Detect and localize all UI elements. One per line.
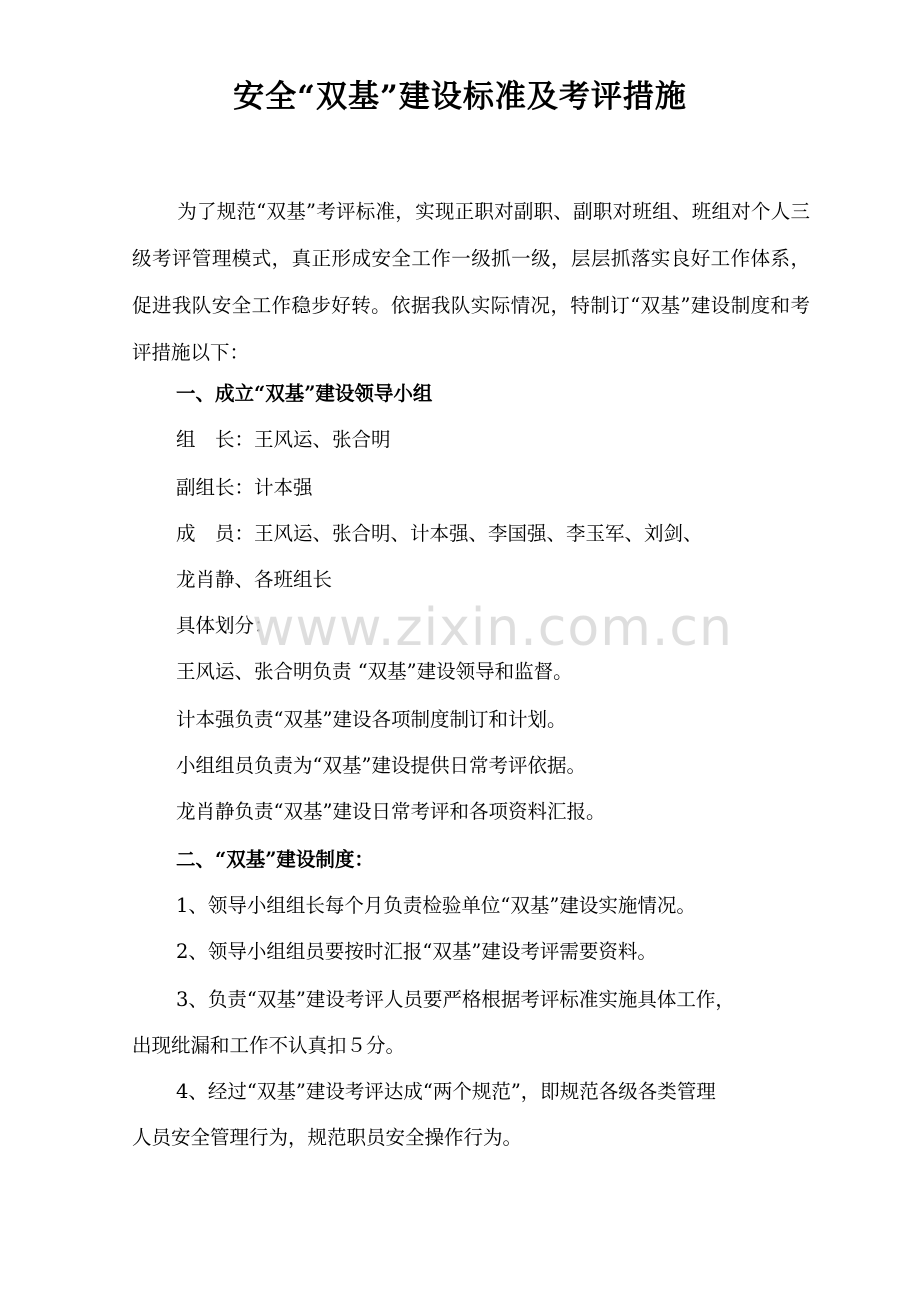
- watermark: www.zixin.com.cn: [252, 598, 733, 658]
- members-line-2: 龙肖静、各班组长: [176, 568, 333, 591]
- duty-item: 计本强负责“双基”建设各项制度制订和计划。: [176, 708, 567, 731]
- leader-line: 组 长：王风运、张合明: [176, 428, 391, 451]
- division-label: 具体划分：: [176, 614, 274, 637]
- intro-text: 为了规范“双基”考评标准，实现正职对副职、副职对班组、班组对个人三级考评管理模式，真正形成安全工作一级抓一级，层层抓落实良好工作体系，促进我队安全工作稳步好转。依据我队实际情况，特制订“双基”建设制度和考评措施以下：: [132, 200, 810, 364]
- duty-item: 小组组员负责为“双基”建设提供日常考评依据。: [176, 754, 586, 777]
- rule-4-line-1: 4、经过“双基”建设考评达成“两个规范”，即规范各级各类管理: [176, 1080, 716, 1103]
- intro-paragraph: [132, 188, 810, 376]
- rule-1: 1、领导小组组长每个月负责检验单位“双基”建设实施情况。: [176, 894, 696, 917]
- members-line-1: 成 员：王风运、张合明、计本强、李国强、李玉军、刘剑、: [176, 522, 703, 545]
- section1-heading: 一、成立“双基”建设领导小组: [176, 382, 433, 405]
- section2-heading: 二、“双基”建设制度：: [176, 848, 374, 871]
- document-title: 安全“双基”建设标准及考评措施: [233, 79, 687, 115]
- rule-3-line-1: 3、负责“双基”建设考评人员要严格根据考评标准实施具体工作，: [176, 988, 735, 1011]
- duty-item: 龙肖静负责“双基”建设日常考评和各项资料汇报。: [176, 800, 606, 823]
- rule-3-line-2: 出现纰漏和工作不认真扣５分。: [132, 1034, 406, 1057]
- rule-4-line-2: 人员安全管理行为，规范职员安全操作行为。: [132, 1126, 523, 1149]
- deputy-line: 副组长：计本强: [176, 476, 313, 499]
- duty-item: 王风运、张合明负责 “双基”建设领导和监督。: [176, 660, 573, 683]
- rule-2: 2、领导小组组员要按时汇报“双基”建设考评需要资料。: [176, 940, 657, 963]
